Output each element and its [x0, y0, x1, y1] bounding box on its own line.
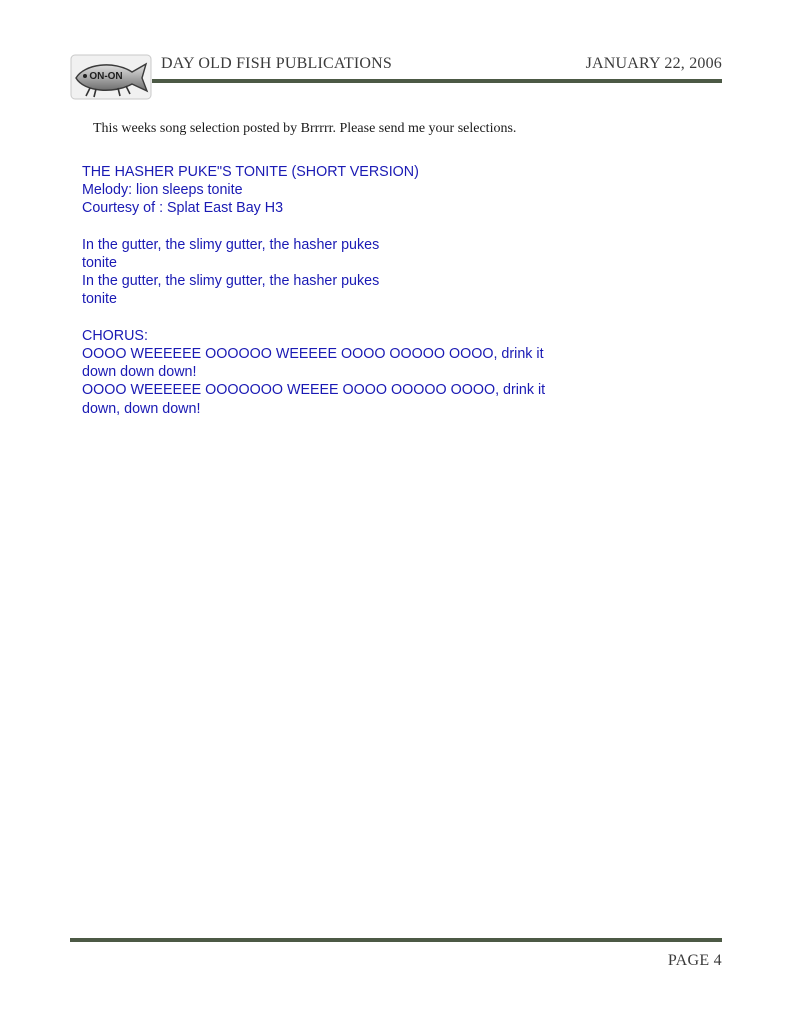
intro-text: This weeks song selection posted by Brrrrr. Please send me your selections. [93, 121, 517, 136]
chorus-line: down, down down! [82, 400, 201, 417]
footer-rule [70, 938, 722, 942]
on-on-fish-logo [70, 54, 152, 100]
song-block [82, 163, 642, 418]
chorus-line: down down down! [82, 364, 197, 381]
logo-text: ON-ON [89, 71, 123, 82]
chorus-line: OOOO WEEEEEE OOOOOOO WEEEE OOOO OOOOO OOOO, drink it [82, 382, 546, 399]
issue-date: JANUARY 22, 2006 [585, 55, 722, 72]
stanza-gap [82, 309, 642, 327]
verse-line: tonite [82, 255, 117, 271]
publication-name: DAY OLD FISH PUBLICATIONS [161, 55, 392, 72]
verse-line: In the gutter, the slimy gutter, the hasher pukes [82, 236, 380, 253]
song-title: THE HASHER PUKE"S TONITE (SHORT VERSION) [82, 164, 419, 180]
song-melody: Melody: lion sleeps tonite [82, 182, 243, 199]
verse-line: tonite [82, 291, 117, 308]
stanza-gap [82, 218, 642, 236]
verse-line: In the gutter, the slimy gutter, the hasher pukes [82, 273, 380, 290]
page-number: PAGE 4 [667, 952, 722, 969]
header-rule [152, 79, 722, 83]
song-courtesy: Courtesy of : Splat East Bay H3 [82, 200, 284, 217]
chorus-line: OOOO WEEEEEE OOOOOO WEEEEE OOOO OOOOO OOOO, drink it [82, 346, 544, 362]
chorus-label: CHORUS: [82, 327, 148, 344]
